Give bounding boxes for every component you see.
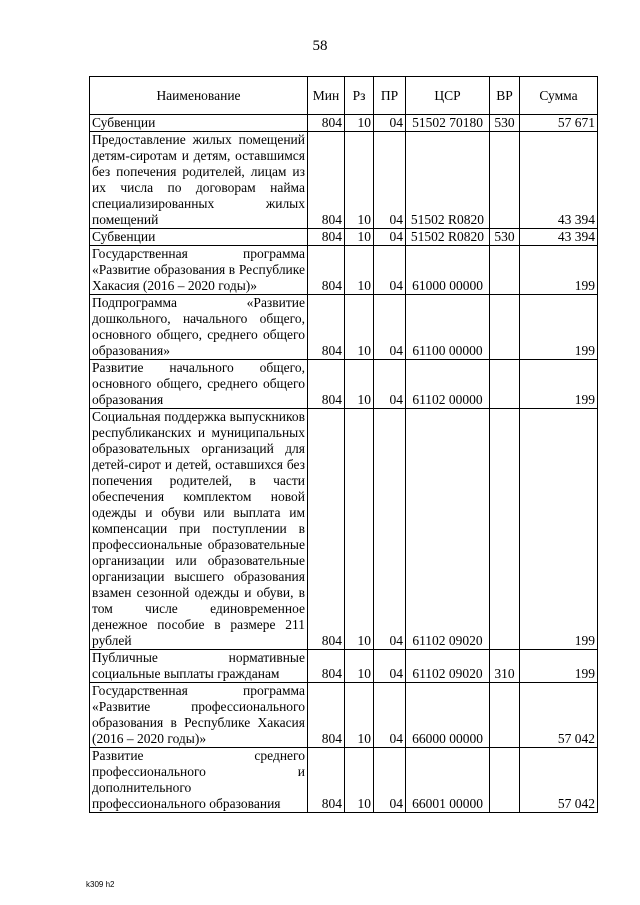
row-rz: 10 — [345, 295, 374, 360]
row-min: 804 — [308, 650, 345, 683]
row-sum: 199 — [520, 360, 598, 409]
header-pr: ПР — [374, 77, 406, 115]
row-sum: 57 671 — [520, 115, 598, 132]
row-sum: 199 — [520, 246, 598, 295]
row-pr: 04 — [374, 115, 406, 132]
row-csr: 66001 00000 — [406, 748, 490, 813]
row-name: Государственная программа «Развитие профессионального образования в Республике Хакасия (2016 – 2020 годы)» — [90, 683, 308, 748]
row-name: Развитие начального общего, основного общего, среднего общего образования — [90, 360, 308, 409]
table-row — [90, 295, 598, 360]
header-vr: ВР — [490, 77, 520, 115]
row-pr: 04 — [374, 246, 406, 295]
row-pr: 04 — [374, 748, 406, 813]
row-csr: 66000 00000 — [406, 683, 490, 748]
table-header-row — [90, 77, 598, 115]
header-csr: ЦСР — [406, 77, 490, 115]
row-sum: 199 — [520, 650, 598, 683]
row-vr — [490, 246, 520, 295]
budget-table — [89, 76, 598, 813]
row-csr: 61102 09020 — [406, 650, 490, 683]
row-sum: 43 394 — [520, 229, 598, 246]
row-vr — [490, 748, 520, 813]
table-row — [90, 650, 598, 683]
row-rz: 10 — [345, 409, 374, 650]
row-vr — [490, 295, 520, 360]
row-vr: 530 — [490, 115, 520, 132]
row-min: 804 — [308, 748, 345, 813]
row-pr: 04 — [374, 650, 406, 683]
row-name: Субвенции — [90, 229, 308, 246]
row-pr: 04 — [374, 683, 406, 748]
table-row — [90, 683, 598, 748]
row-name: Субвенции — [90, 115, 308, 132]
row-min: 804 — [308, 360, 345, 409]
row-vr: 310 — [490, 650, 520, 683]
row-pr: 04 — [374, 132, 406, 229]
row-csr: 51502 70180 — [406, 115, 490, 132]
header-name: Наименование — [90, 77, 308, 115]
row-pr: 04 — [374, 409, 406, 650]
table-row — [90, 409, 598, 650]
row-rz: 10 — [345, 683, 374, 748]
table-row — [90, 748, 598, 813]
row-pr: 04 — [374, 295, 406, 360]
row-rz: 10 — [345, 650, 374, 683]
row-min: 804 — [308, 115, 345, 132]
row-rz: 10 — [345, 246, 374, 295]
table-row — [90, 132, 598, 229]
row-min: 804 — [308, 246, 345, 295]
row-csr: 61102 09020 — [406, 409, 490, 650]
row-pr: 04 — [374, 229, 406, 246]
row-sum: 43 394 — [520, 132, 598, 229]
row-csr: 61000 00000 — [406, 246, 490, 295]
table-row — [90, 229, 598, 246]
row-rz: 10 — [345, 748, 374, 813]
row-name: Подпрограмма «Развитие дошкольного, начального общего, основного общего, среднего общего образования» — [90, 295, 308, 360]
row-vr — [490, 409, 520, 650]
header-rz: Рз — [345, 77, 374, 115]
row-vr — [490, 683, 520, 748]
row-name: Социальная поддержка выпускников республиканских и муниципальных образовательных организаций для детей-сирот и детей, оставшихся без попечения родителей, в части обеспечения комплектом новой одежды и обуви или выплата им компенсации при поступлении в профессиональные образовательные организации или образовательные организации высшего образования взамен сезонной одежды и обуви, в том числе единовременное денежное пособие в размере 211 рублей — [90, 409, 308, 650]
table-row — [90, 115, 598, 132]
row-sum: 199 — [520, 409, 598, 650]
row-min: 804 — [308, 683, 345, 748]
row-name: Публичные нормативные социальные выплаты гражданам — [90, 650, 308, 683]
row-name: Государственная программа «Развитие образования в Республике Хакасия (2016 – 2020 годы)» — [90, 246, 308, 295]
row-sum: 57 042 — [520, 748, 598, 813]
row-csr: 51502 R0820 — [406, 229, 490, 246]
footer-code: k309 h2 — [86, 880, 115, 889]
table-row — [90, 360, 598, 409]
row-min: 804 — [308, 295, 345, 360]
table-row — [90, 246, 598, 295]
header-min: Мин — [308, 77, 345, 115]
row-rz: 10 — [345, 360, 374, 409]
row-name: Развитие среднего профессионального и дополнительного профессионального образования — [90, 748, 308, 813]
row-min: 804 — [308, 409, 345, 650]
row-pr: 04 — [374, 360, 406, 409]
row-name: Предоставление жилых помещений детям-сиротам и детям, оставшимся без попечения родителей, лицам из их числа по договорам найма специализированных жилых помещений — [90, 132, 308, 229]
row-min: 804 — [308, 229, 345, 246]
page-number: 58 — [312, 38, 328, 54]
row-rz: 10 — [345, 115, 374, 132]
row-csr: 51502 R0820 — [406, 132, 490, 229]
header-sum: Сумма — [520, 77, 598, 115]
row-csr: 61100 00000 — [406, 295, 490, 360]
row-vr: 530 — [490, 229, 520, 246]
row-vr — [490, 360, 520, 409]
row-sum: 57 042 — [520, 683, 598, 748]
row-min: 804 — [308, 132, 345, 229]
row-rz: 10 — [345, 132, 374, 229]
row-rz: 10 — [345, 229, 374, 246]
row-sum: 199 — [520, 295, 598, 360]
row-csr: 61102 00000 — [406, 360, 490, 409]
row-vr — [490, 132, 520, 229]
